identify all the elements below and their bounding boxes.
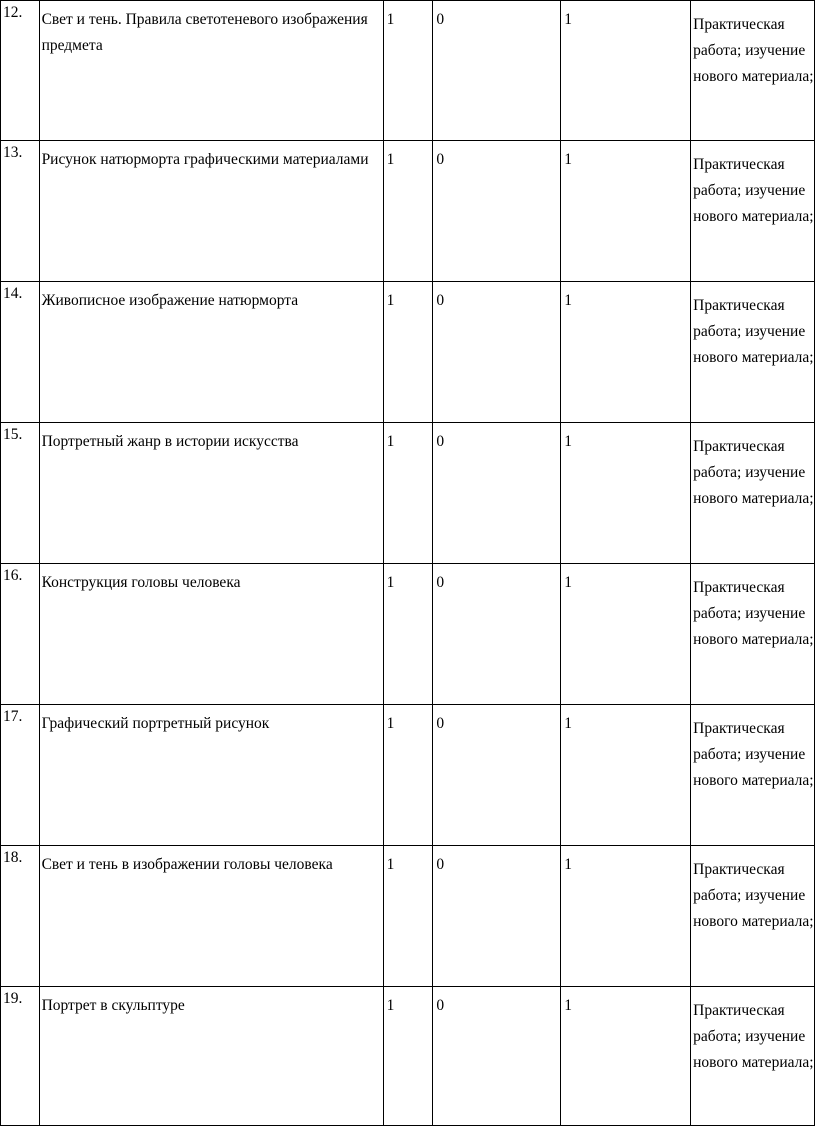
lesson-topic-cell — [39, 564, 383, 705]
hours-practice-cell — [561, 141, 691, 282]
hours-practice-cell — [561, 423, 691, 564]
hours-total-cell — [383, 423, 433, 564]
hours-total-cell — [383, 141, 433, 282]
hours-theory: 0 — [436, 574, 445, 591]
lesson-type: Практическая работа; изучение нового материала; — [693, 1002, 814, 1071]
lesson-topic-cell — [39, 987, 383, 1126]
lesson-type-cell — [691, 1, 815, 141]
hours-total: 1 — [386, 715, 395, 732]
hours-practice-cell — [561, 282, 691, 423]
lesson-number-cell — [1, 1, 40, 141]
hours-total: 1 — [386, 997, 395, 1014]
hours-total-cell — [383, 564, 433, 705]
lesson-topic-cell — [39, 705, 383, 846]
hours-practice: 1 — [564, 292, 572, 309]
hours-practice: 1 — [564, 151, 572, 168]
lesson-number-cell — [1, 846, 40, 987]
lesson-type: Практическая работа; изучение нового материала; — [693, 579, 814, 648]
hours-total: 1 — [386, 574, 395, 591]
lesson-type: Практическая работа; изучение нового материала; — [693, 438, 814, 507]
lesson-number: 16. — [3, 567, 23, 584]
lesson-type-cell — [691, 564, 815, 705]
table-row — [1, 705, 815, 846]
hours-theory-cell — [433, 987, 561, 1126]
hours-practice-cell — [561, 564, 691, 705]
table-row — [1, 1, 815, 141]
lesson-number: 15. — [3, 426, 23, 443]
lesson-number-cell — [1, 282, 40, 423]
lesson-topic: Живописное изображение натюрморта — [41, 292, 299, 309]
lesson-number-cell — [1, 141, 40, 282]
lesson-topic: Свет и тень. Правила светотеневого изображения предмета — [41, 11, 368, 54]
lesson-topic: Конструкция головы человека — [41, 574, 241, 591]
hours-theory-cell — [433, 564, 561, 705]
hours-practice-cell — [561, 1, 691, 141]
lesson-number: 13. — [3, 144, 23, 161]
lesson-number-cell — [1, 987, 40, 1126]
table-row — [1, 141, 815, 282]
lesson-number-cell — [1, 564, 40, 705]
lesson-number-cell — [1, 423, 40, 564]
hours-total-cell — [383, 705, 433, 846]
hours-theory: 0 — [436, 151, 445, 168]
hours-theory-cell — [433, 423, 561, 564]
hours-total: 1 — [386, 292, 395, 309]
lesson-topic-cell — [39, 282, 383, 423]
hours-theory-cell — [433, 282, 561, 423]
table-row — [1, 846, 815, 987]
lesson-topic-cell — [39, 141, 383, 282]
hours-practice: 1 — [564, 11, 572, 28]
lesson-type: Практическая работа; изучение нового материала; — [693, 156, 814, 225]
hours-practice-cell — [561, 705, 691, 846]
lesson-number: 17. — [3, 708, 23, 725]
hours-practice: 1 — [564, 856, 572, 873]
hours-theory-cell — [433, 846, 561, 987]
lesson-topic-cell — [39, 1, 383, 141]
lesson-type-cell — [691, 141, 815, 282]
lesson-type-cell — [691, 423, 815, 564]
lesson-topic: Свет и тень в изображении головы человека — [41, 856, 333, 873]
lesson-number: 14. — [3, 285, 23, 302]
lesson-type: Практическая работа; изучение нового материала; — [693, 861, 814, 930]
lesson-topic: Графический портретный рисунок — [41, 715, 270, 732]
hours-theory-cell — [433, 705, 561, 846]
hours-total-cell — [383, 282, 433, 423]
hours-practice: 1 — [564, 574, 572, 591]
lesson-number-cell — [1, 705, 40, 846]
lesson-topic: Портрет в скульптуре — [41, 997, 185, 1014]
hours-theory: 0 — [436, 856, 445, 873]
hours-theory: 0 — [436, 433, 445, 450]
lesson-type-cell — [691, 282, 815, 423]
hours-theory-cell — [433, 1, 561, 141]
hours-practice: 1 — [564, 715, 572, 732]
table-row — [1, 987, 815, 1126]
hours-total: 1 — [386, 856, 395, 873]
hours-total: 1 — [386, 433, 395, 450]
lesson-type-cell — [691, 846, 815, 987]
hours-theory: 0 — [436, 715, 445, 732]
hours-theory-cell — [433, 141, 561, 282]
hours-theory: 0 — [436, 997, 445, 1014]
lesson-topic: Портретный жанр в истории искусства — [41, 433, 299, 450]
lesson-type-cell — [691, 987, 815, 1126]
lesson-type: Практическая работа; изучение нового материала; — [693, 720, 814, 789]
hours-practice: 1 — [564, 433, 572, 450]
table-row — [1, 282, 815, 423]
hours-total: 1 — [386, 151, 395, 168]
hours-theory: 0 — [436, 11, 445, 28]
lesson-type-cell — [691, 705, 815, 846]
hours-total-cell — [383, 987, 433, 1126]
hours-theory: 0 — [436, 292, 445, 309]
hours-practice: 1 — [564, 997, 572, 1014]
hours-total: 1 — [386, 11, 395, 28]
lesson-topic-cell — [39, 423, 383, 564]
table-row — [1, 423, 815, 564]
lesson-number: 19. — [3, 990, 23, 1007]
lesson-number: 12. — [3, 4, 23, 21]
hours-practice-cell — [561, 987, 691, 1126]
lesson-topic-cell — [39, 846, 383, 987]
lesson-number: 18. — [3, 849, 23, 866]
hours-total-cell — [383, 1, 433, 141]
table-row — [1, 564, 815, 705]
lesson-type: Практическая работа; изучение нового материала; — [693, 16, 814, 85]
hours-practice-cell — [561, 846, 691, 987]
hours-total-cell — [383, 846, 433, 987]
lesson-topic: Рисунок натюрморта графическими материалами — [41, 151, 369, 168]
lesson-type: Практическая работа; изучение нового материала; — [693, 297, 814, 366]
